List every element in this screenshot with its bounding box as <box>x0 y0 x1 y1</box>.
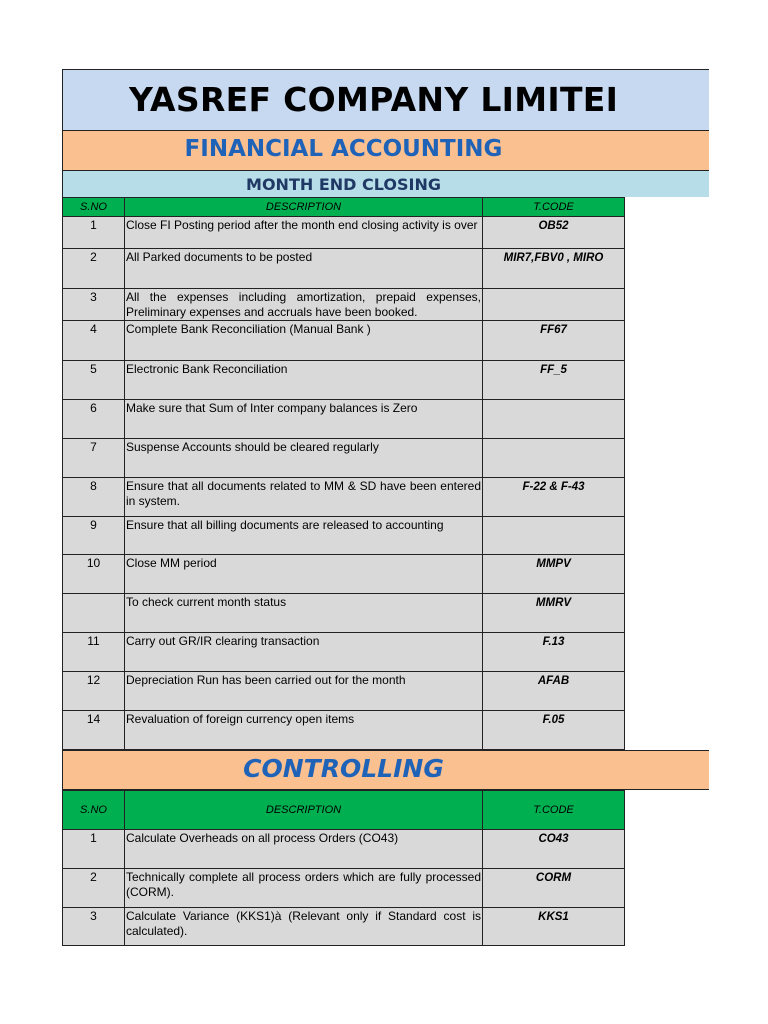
row-sno: 3 <box>63 908 125 946</box>
row-description: Make sure that Sum of Inter company balances is Zero <box>125 400 483 439</box>
row-description: Ensure that all documents related to MM & SD have been entered in system. <box>125 478 483 517</box>
controlling-band <box>62 750 709 790</box>
row-tcode: MIR7,FBV0 , MIRO <box>483 249 625 289</box>
row-description: Electronic Bank Reconciliation <box>125 361 483 400</box>
row-tcode: FF_5 <box>483 361 625 400</box>
row-sno: 1 <box>63 830 125 869</box>
row-sno: 2 <box>63 249 125 289</box>
table-row <box>63 711 625 750</box>
column-header-description: DESCRIPTION <box>125 791 483 830</box>
row-sno: 11 <box>63 633 125 672</box>
row-description: Ensure that all billing documents are released to accounting <box>125 517 483 555</box>
month-end-closing-band <box>62 170 709 197</box>
row-tcode <box>483 400 625 439</box>
row-description: Close MM period <box>125 555 483 594</box>
table-row <box>63 289 625 321</box>
row-tcode: KKS1 <box>483 908 625 946</box>
row-tcode <box>483 289 625 321</box>
row-description: Revaluation of foreign currency open items <box>125 711 483 750</box>
row-sno: 8 <box>63 478 125 517</box>
table-row <box>63 400 625 439</box>
row-sno: 3 <box>63 289 125 321</box>
row-tcode: CO43 <box>483 830 625 869</box>
column-header-tcode: T.CODE <box>483 791 625 830</box>
controlling-title: CONTROLLING <box>243 754 444 783</box>
subsection-title: MONTH END CLOSING <box>246 175 441 194</box>
row-tcode: AFAB <box>483 672 625 711</box>
row-sno: 7 <box>63 439 125 478</box>
row-sno: 1 <box>63 217 125 249</box>
row-sno: 9 <box>63 517 125 555</box>
row-tcode <box>483 439 625 478</box>
row-tcode: F.13 <box>483 633 625 672</box>
company-title: YASREF COMPANY LIMITEI <box>129 80 619 119</box>
row-sno: 12 <box>63 672 125 711</box>
table-row <box>63 672 625 711</box>
table-row <box>63 249 625 289</box>
table-row <box>63 217 625 249</box>
table-row <box>63 439 625 478</box>
row-description: Complete Bank Reconciliation (Manual Bank ) <box>125 321 483 361</box>
section-title: FINANCIAL ACCOUNTING <box>184 136 503 162</box>
row-description: Carry out GR/IR clearing transaction <box>125 633 483 672</box>
row-tcode: F-22 & F-43 <box>483 478 625 517</box>
table-row <box>63 517 625 555</box>
row-tcode <box>483 517 625 555</box>
row-tcode: MMPV <box>483 555 625 594</box>
row-description: All Parked documents to be posted <box>125 249 483 289</box>
table-row <box>63 594 625 633</box>
controlling-table <box>62 790 625 946</box>
table-row <box>63 830 625 869</box>
row-sno: 2 <box>63 869 125 908</box>
row-description: Suspense Accounts should be cleared regularly <box>125 439 483 478</box>
table-row <box>63 555 625 594</box>
column-header-sno: S.NO <box>63 791 125 830</box>
table-row <box>63 321 625 361</box>
row-description: Calculate Variance (KKS1)à (Relevant only if Standard cost is calculated). <box>125 908 483 946</box>
table-row <box>63 908 625 946</box>
table-row <box>63 361 625 400</box>
financial-accounting-band <box>62 130 709 170</box>
row-description: All the expenses including amortization, prepaid expenses, Preliminary expenses and accruals have been booked. <box>126 290 481 319</box>
row-sno: 10 <box>63 555 125 594</box>
row-tcode: CORM <box>483 869 625 908</box>
row-description: To check current month status <box>125 594 483 633</box>
table-row <box>63 869 625 908</box>
co-header-row <box>63 791 625 830</box>
row-description: Depreciation Run has been carried out for the month <box>125 672 483 711</box>
table-row <box>63 478 625 517</box>
row-tcode: OB52 <box>483 217 625 249</box>
column-header-sno: S.NO <box>63 198 125 217</box>
row-sno: 14 <box>63 711 125 750</box>
column-header-tcode: T.CODE <box>483 198 625 217</box>
row-tcode: F.05 <box>483 711 625 750</box>
company-title-band <box>62 69 709 130</box>
row-sno: 6 <box>63 400 125 439</box>
spreadsheet <box>62 69 709 946</box>
row-sno <box>63 594 125 633</box>
row-description: Close FI Posting period after the month end closing activity is over <box>125 217 483 249</box>
fa-table <box>62 197 625 750</box>
column-header-description: DESCRIPTION <box>125 198 483 217</box>
row-description: Technically complete all process orders which are fully processed (CORM). <box>125 869 483 908</box>
row-description: Calculate Overheads on all process Orders (CO43) <box>125 830 483 869</box>
row-sno: 5 <box>63 361 125 400</box>
row-tcode: MMRV <box>483 594 625 633</box>
fa-header-row <box>63 198 625 217</box>
table-row <box>63 633 625 672</box>
row-sno: 4 <box>63 321 125 361</box>
row-tcode: FF67 <box>483 321 625 361</box>
